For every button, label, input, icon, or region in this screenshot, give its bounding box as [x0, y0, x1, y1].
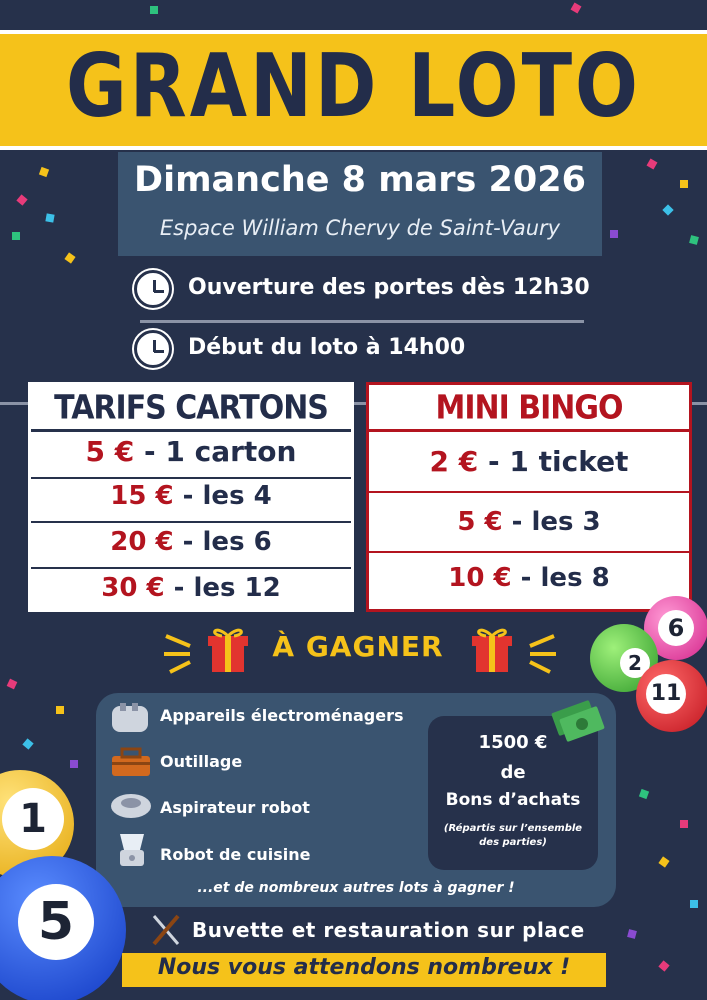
confetti [16, 194, 27, 205]
start-row [134, 330, 594, 374]
vouchers-amount: 1500 € [478, 732, 548, 753]
vouchers-label: Bons d’achats [445, 790, 581, 810]
table-row [31, 573, 351, 609]
prize-item: Robot de cuisine [160, 845, 311, 864]
ball-number: 6 [658, 610, 694, 646]
row-price: 30 € [101, 573, 165, 603]
table-row [31, 481, 351, 521]
row-label: - 1 carton [134, 435, 297, 468]
table-row [31, 527, 351, 567]
row-price: 20 € [110, 527, 174, 557]
confetti [689, 235, 699, 245]
tarifs-table [28, 382, 354, 612]
vouchers-note: (Répartis sur l’ensemble des parties) [443, 823, 583, 848]
start-time: Début du loto à 14h00 [188, 335, 466, 360]
tarifs-title: TARIFS CARTONS [54, 389, 328, 428]
more-prizes: ...et de nombreux autres lots à gagner ! [197, 880, 515, 896]
clock-icon [134, 270, 172, 308]
row-label: - les 4 [173, 481, 272, 511]
toaster-icon [108, 700, 152, 736]
table-row [369, 507, 689, 547]
ball-number: 2 [620, 648, 650, 678]
row-label: - 1 ticket [478, 445, 629, 478]
confetti [658, 960, 669, 971]
row-label: - les 6 [173, 527, 272, 557]
doors-row [134, 270, 594, 314]
row-label: - les 12 [164, 573, 281, 603]
prize-item: Appareils électroménagers [160, 706, 404, 725]
ball-red [636, 660, 707, 732]
slogan-text: Nous vous attendons nombreux ! [157, 955, 571, 980]
confetti [639, 789, 649, 799]
ball-number: 1 [2, 788, 64, 850]
confetti [70, 760, 78, 768]
confetti [39, 167, 49, 177]
cutlery-icon [148, 912, 184, 948]
confetti [150, 6, 158, 14]
row-price: 15 € [110, 481, 174, 511]
confetti [12, 232, 20, 240]
gift-right-icon [466, 618, 586, 678]
row-price: 10 € [448, 563, 512, 593]
table-row [31, 435, 351, 475]
ball-number: 11 [646, 674, 686, 714]
row-label: - les 8 [511, 563, 610, 593]
gagner-title: À GAGNER [272, 630, 444, 663]
confetti [690, 900, 698, 908]
event-place: Espace William Chervy de Saint-Vaury [159, 216, 561, 240]
row-price: 5 € [85, 435, 135, 468]
prize-item: Aspirateur robot [160, 798, 310, 817]
bingo-table [366, 382, 692, 612]
confetti [56, 706, 64, 714]
confetti [680, 180, 688, 188]
food-processor-icon [112, 828, 152, 872]
prize-item: Outillage [160, 752, 243, 771]
divider [140, 320, 584, 323]
confetti [627, 929, 637, 939]
confetti [647, 159, 658, 170]
table-row [369, 445, 689, 485]
ball-number: 5 [18, 884, 94, 960]
bingo-title: MINI BINGO [435, 389, 623, 428]
confetti [658, 856, 669, 867]
robot-vacuum-icon [108, 788, 154, 824]
row-price: 2 € [429, 445, 479, 478]
buvette-text: Buvette et restauration sur place [192, 918, 585, 942]
row-price: 5 € [457, 507, 503, 537]
confetti [45, 213, 54, 222]
table-row [369, 563, 689, 603]
doors-time: Ouverture des portes dès 12h30 [188, 275, 590, 300]
confetti [22, 738, 33, 749]
row-label: - les 3 [502, 507, 601, 537]
page-title: GRAND LOTO [66, 36, 641, 138]
confetti [610, 230, 618, 238]
event-date: Dimanche 8 mars 2026 [134, 160, 586, 200]
confetti [680, 820, 688, 828]
confetti [7, 679, 18, 690]
vouchers-de: de [500, 762, 526, 783]
confetti [662, 204, 673, 215]
confetti [571, 3, 582, 14]
clock-icon [134, 330, 172, 368]
confetti [64, 252, 75, 263]
toolbox-icon [108, 744, 154, 780]
